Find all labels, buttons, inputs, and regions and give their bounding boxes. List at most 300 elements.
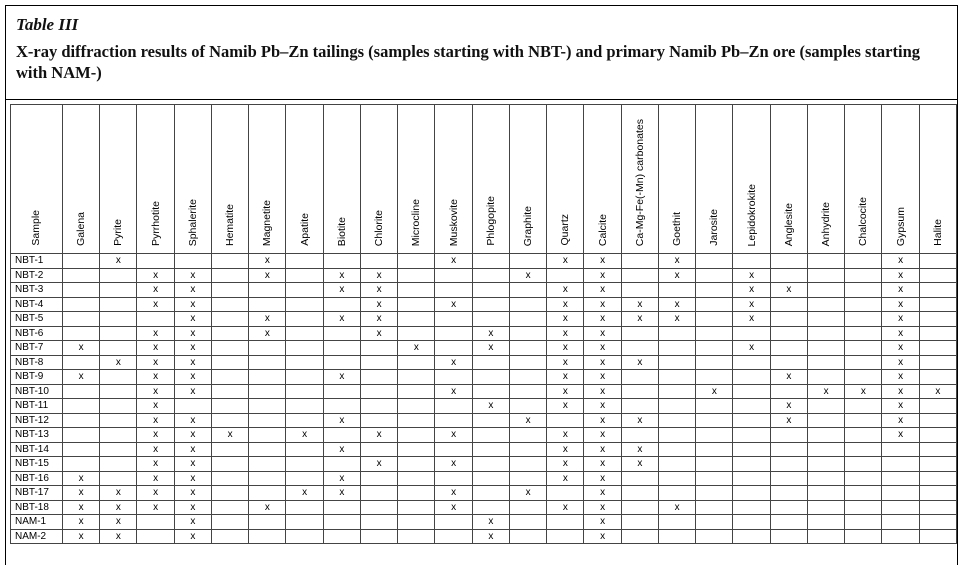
mineral-presence-cell [286,355,323,370]
column-header-graphite [509,105,546,254]
mineral-presence-cell: x [621,312,658,327]
mineral-presence-cell [770,529,807,544]
mineral-presence-cell [398,297,435,312]
mineral-presence-cell [509,384,546,399]
mineral-presence-cell [509,283,546,298]
mineral-presence-cell [435,283,472,298]
mineral-presence-cell [62,254,99,269]
column-header-goethit [658,105,695,254]
mineral-presence-cell: x [62,486,99,501]
mineral-presence-cell [286,297,323,312]
mineral-presence-cell [658,384,695,399]
mineral-presence-cell: x [360,268,397,283]
mineral-presence-cell [323,326,360,341]
column-header-label: Galena [75,212,88,246]
mineral-presence-cell [733,413,770,428]
mineral-presence-cell: x [547,297,584,312]
mineral-presence-cell [845,399,882,414]
mineral-presence-cell [472,297,509,312]
mineral-presence-cell [807,297,844,312]
mineral-presence-cell [770,428,807,443]
mineral-presence-cell [360,254,397,269]
mineral-presence-cell [807,283,844,298]
sample-id-cell: NBT-14 [11,442,63,457]
mineral-presence-cell [845,486,882,501]
mineral-presence-cell [807,428,844,443]
mineral-presence-cell [398,515,435,530]
mineral-presence-cell [249,442,286,457]
sample-id-cell: NBT-13 [11,428,63,443]
mineral-presence-cell [100,341,137,356]
mineral-presence-cell [360,442,397,457]
mineral-presence-cell [770,515,807,530]
mineral-presence-cell: x [360,312,397,327]
mineral-presence-cell [323,341,360,356]
mineral-presence-cell: x [174,529,211,544]
mineral-presence-cell: x [137,442,174,457]
mineral-presence-cell [398,471,435,486]
mineral-presence-cell [658,442,695,457]
mineral-presence-cell [211,457,248,472]
mineral-presence-cell: x [547,254,584,269]
mineral-presence-cell: x [100,515,137,530]
table-row [11,268,957,283]
mineral-presence-cell: x [547,370,584,385]
mineral-presence-cell [398,326,435,341]
mineral-presence-cell: x [249,500,286,515]
mineral-presence-cell [100,370,137,385]
mineral-presence-cell [882,500,919,515]
mineral-presence-cell [435,399,472,414]
column-header-label: Hematite [224,203,237,246]
mineral-presence-cell [845,283,882,298]
mineral-presence-cell [398,384,435,399]
mineral-presence-cell [658,326,695,341]
sample-id-cell: NBT-2 [11,268,63,283]
sample-id-cell: NBT-17 [11,486,63,501]
mineral-presence-cell: x [174,312,211,327]
mineral-presence-cell [62,442,99,457]
mineral-presence-cell [398,486,435,501]
mineral-presence-cell [807,529,844,544]
sample-id-cell: NAM-1 [11,515,63,530]
mineral-presence-cell [211,254,248,269]
mineral-presence-cell [919,254,956,269]
mineral-presence-cell [360,515,397,530]
mineral-presence-cell [100,457,137,472]
mineral-presence-cell: x [360,428,397,443]
mineral-presence-cell: x [621,457,658,472]
mineral-presence-cell [770,326,807,341]
column-header-label: Chalcocite [857,196,870,246]
mineral-presence-cell: x [360,457,397,472]
sample-id-cell: NBT-5 [11,312,63,327]
sample-id-cell: NBT-7 [11,341,63,356]
mineral-presence-cell [658,486,695,501]
mineral-presence-cell: x [249,268,286,283]
mineral-presence-cell [435,413,472,428]
mineral-presence-cell [100,442,137,457]
mineral-presence-cell [770,297,807,312]
mineral-presence-cell [733,515,770,530]
mineral-presence-cell [286,268,323,283]
mineral-presence-cell [509,254,546,269]
mineral-presence-cell: x [174,384,211,399]
mineral-presence-cell: x [621,413,658,428]
mineral-presence-cell: x [770,283,807,298]
mineral-presence-cell: x [733,283,770,298]
mineral-presence-cell: x [696,384,733,399]
mineral-presence-cell [919,370,956,385]
mineral-presence-cell [360,471,397,486]
column-header-hematite [211,105,248,254]
mineral-presence-cell: x [323,413,360,428]
mineral-presence-cell: x [584,515,621,530]
table-row [11,515,957,530]
mineral-presence-cell [360,384,397,399]
column-header-label: Goethit [671,212,684,246]
mineral-presence-cell: x [398,341,435,356]
mineral-presence-cell [360,500,397,515]
column-header-pyrite [100,105,137,254]
mineral-presence-cell: x [472,326,509,341]
mineral-presence-cell: x [323,283,360,298]
table-row [11,283,957,298]
mineral-presence-cell [733,457,770,472]
mineral-presence-cell [435,515,472,530]
mineral-presence-cell [919,297,956,312]
mineral-presence-cell [547,268,584,283]
mineral-presence-cell [211,341,248,356]
column-header-label: Anglesite [782,202,795,246]
mineral-presence-cell: x [658,268,695,283]
mineral-presence-cell [807,486,844,501]
mineral-presence-cell [286,312,323,327]
mineral-presence-cell [658,515,695,530]
column-header-label: Anhydrite [820,201,833,246]
mineral-presence-cell [733,500,770,515]
mineral-presence-cell [435,370,472,385]
mineral-presence-cell: x [733,297,770,312]
mineral-presence-cell [472,457,509,472]
mineral-presence-cell [472,486,509,501]
mineral-presence-cell: x [658,254,695,269]
mineral-presence-cell [137,312,174,327]
mineral-presence-cell [249,486,286,501]
mineral-presence-cell: x [62,515,99,530]
mineral-presence-cell [509,326,546,341]
table-label: Table III [16,15,79,34]
mineral-presence-cell [398,268,435,283]
mineral-presence-cell [658,457,695,472]
mineral-presence-cell [770,442,807,457]
mineral-presence-cell: x [472,529,509,544]
mineral-presence-cell [509,297,546,312]
mineral-presence-cell [323,384,360,399]
mineral-presence-cell [323,428,360,443]
mineral-presence-cell: x [137,268,174,283]
mineral-presence-cell [472,268,509,283]
mineral-presence-cell [249,341,286,356]
mineral-presence-cell [621,326,658,341]
mineral-presence-cell [62,399,99,414]
mineral-presence-cell: x [621,442,658,457]
mineral-presence-cell [658,283,695,298]
mineral-presence-cell: x [547,428,584,443]
mineral-presence-cell: x [584,384,621,399]
sample-id-cell: NBT-8 [11,355,63,370]
mineral-presence-cell [62,326,99,341]
mineral-presence-cell: x [882,326,919,341]
mineral-presence-cell [845,442,882,457]
mineral-presence-cell [62,312,99,327]
mineral-presence-cell [658,341,695,356]
mineral-presence-cell [621,370,658,385]
mineral-presence-cell: x [137,283,174,298]
mineral-presence-cell [919,283,956,298]
mineral-presence-cell [100,471,137,486]
mineral-presence-cell [137,515,174,530]
column-header-label: Sphalerite [186,198,199,246]
mineral-presence-cell [696,529,733,544]
mineral-presence-cell [360,399,397,414]
mineral-presence-cell: x [174,413,211,428]
mineral-presence-cell [621,500,658,515]
mineral-presence-cell [621,428,658,443]
mineral-presence-cell [398,283,435,298]
mineral-presence-cell [807,355,844,370]
mineral-presence-cell [249,428,286,443]
mineral-presence-cell: x [584,355,621,370]
mineral-presence-cell [733,370,770,385]
mineral-presence-cell: x [882,312,919,327]
mineral-presence-cell [211,355,248,370]
mineral-presence-cell: x [249,254,286,269]
mineral-presence-cell [696,428,733,443]
column-header-label: Quartz [559,214,572,246]
sample-id-cell: NBT-1 [11,254,63,269]
mineral-presence-cell: x [174,500,211,515]
mineral-presence-cell [621,268,658,283]
mineral-presence-cell: x [323,471,360,486]
column-header-lepidokrokite [733,105,770,254]
mineral-presence-cell [658,428,695,443]
mineral-presence-cell: x [323,370,360,385]
mineral-presence-cell [770,312,807,327]
mineral-presence-cell [845,413,882,428]
mineral-presence-cell [472,283,509,298]
mineral-presence-cell [807,399,844,414]
column-header-label: Magnetite [261,199,274,246]
mineral-presence-cell [398,500,435,515]
table-row [11,312,957,327]
mineral-presence-cell [696,341,733,356]
mineral-presence-cell [770,254,807,269]
mineral-presence-cell: x [62,370,99,385]
mineral-presence-cell [398,399,435,414]
mineral-presence-cell [398,312,435,327]
mineral-presence-cell [472,384,509,399]
column-header-calcite [584,105,621,254]
column-header-pyrrhotite [137,105,174,254]
mineral-presence-cell [286,399,323,414]
table-caption [16,14,951,83]
mineral-presence-cell [472,370,509,385]
mineral-presence-cell [360,529,397,544]
mineral-presence-cell [845,254,882,269]
mineral-presence-cell [249,471,286,486]
column-header-label: Calcite [596,213,609,246]
mineral-presence-cell [211,268,248,283]
column-header-halite [919,105,956,254]
mineral-presence-cell [696,326,733,341]
mineral-presence-cell: x [547,442,584,457]
mineral-presence-cell [249,384,286,399]
mineral-presence-cell [323,515,360,530]
mineral-presence-cell [286,370,323,385]
column-header-label: Jarosite [708,209,721,246]
mineral-presence-cell [62,268,99,283]
mineral-presence-cell [919,326,956,341]
mineral-presence-cell [398,355,435,370]
mineral-presence-cell [509,529,546,544]
mineral-presence-cell [807,515,844,530]
mineral-presence-cell [919,428,956,443]
mineral-presence-cell [472,442,509,457]
mineral-presence-cell [621,471,658,486]
mineral-presence-cell [696,442,733,457]
mineral-presence-cell: x [174,471,211,486]
mineral-presence-cell [807,471,844,486]
column-header-muskovite [435,105,472,254]
mineral-presence-cell [845,428,882,443]
mineral-presence-cell [62,297,99,312]
mineral-presence-cell: x [137,500,174,515]
mineral-presence-cell [62,384,99,399]
mineral-presence-cell: x [137,471,174,486]
mineral-presence-cell: x [472,341,509,356]
mineral-presence-cell [509,312,546,327]
mineral-presence-cell [845,355,882,370]
mineral-presence-cell: x [174,442,211,457]
mineral-presence-cell: x [174,283,211,298]
mineral-presence-cell: x [770,399,807,414]
mineral-presence-cell [174,399,211,414]
mineral-presence-cell [919,515,956,530]
mineral-presence-cell [658,399,695,414]
sample-id-cell: NAM-2 [11,529,63,544]
mineral-presence-cell [100,428,137,443]
mineral-presence-cell [845,500,882,515]
mineral-presence-cell: x [174,341,211,356]
mineral-presence-cell: x [435,457,472,472]
column-header-microcline [398,105,435,254]
mineral-presence-cell [919,442,956,457]
mineral-presence-cell [137,254,174,269]
mineral-presence-cell [435,529,472,544]
table-row [11,428,957,443]
mineral-presence-cell: x [584,529,621,544]
mineral-presence-cell [547,413,584,428]
mineral-presence-cell [398,529,435,544]
mineral-presence-cell [658,471,695,486]
table-row [11,341,957,356]
mineral-presence-cell: x [509,413,546,428]
mineral-presence-cell: x [882,370,919,385]
mineral-presence-cell [435,471,472,486]
mineral-presence-cell [435,341,472,356]
column-header-gypsum [882,105,919,254]
mineral-presence-cell [211,297,248,312]
mineral-presence-cell: x [770,370,807,385]
mineral-presence-cell: x [137,486,174,501]
column-header-label: Ca-Mg-Fe(-Mn) carbonates [633,118,646,246]
mineral-presence-cell: x [286,486,323,501]
mineral-presence-cell: x [658,297,695,312]
mineral-presence-cell: x [882,268,919,283]
mineral-presence-cell [62,457,99,472]
mineral-presence-cell: x [360,297,397,312]
mineral-presence-cell: x [137,355,174,370]
mineral-presence-cell [919,471,956,486]
mineral-presence-cell [174,254,211,269]
mineral-presence-cell: x [323,442,360,457]
mineral-presence-cell [658,413,695,428]
mineral-presence-cell [100,312,137,327]
mineral-presence-cell [696,312,733,327]
mineral-presence-cell: x [174,457,211,472]
column-header-label: Biotite [335,216,348,246]
mineral-presence-cell: x [435,254,472,269]
mineral-presence-cell [733,384,770,399]
mineral-presence-cell [211,529,248,544]
mineral-presence-cell [249,370,286,385]
mineral-presence-cell: x [733,312,770,327]
mineral-presence-cell [547,515,584,530]
mineral-presence-cell: x [435,428,472,443]
mineral-presence-cell [211,471,248,486]
mineral-presence-cell: x [547,341,584,356]
column-header-label: Sample [30,210,43,246]
mineral-presence-cell: x [882,254,919,269]
mineral-presence-cell [696,283,733,298]
header-row [11,105,957,254]
sample-id-cell: NBT-3 [11,283,63,298]
table-row [11,413,957,428]
mineral-presence-cell [323,254,360,269]
mineral-presence-cell: x [137,297,174,312]
mineral-presence-cell: x [584,442,621,457]
column-header-label: Halite [931,219,944,246]
mineral-presence-cell [211,500,248,515]
mineral-presence-cell [360,486,397,501]
mineral-presence-cell [211,413,248,428]
mineral-presence-cell: x [845,384,882,399]
mineral-presence-cell: x [547,283,584,298]
mineral-presence-cell: x [100,355,137,370]
column-header-label: Apatite [298,213,311,246]
mineral-presence-cell: x [137,326,174,341]
mineral-presence-cell [696,399,733,414]
column-header-chlorite [360,105,397,254]
mineral-presence-cell [100,283,137,298]
mineral-presence-cell [696,515,733,530]
column-header-sample [11,105,63,254]
mineral-presence-cell [435,268,472,283]
mineral-presence-cell [770,355,807,370]
mineral-presence-cell [62,283,99,298]
mineral-presence-cell: x [435,486,472,501]
